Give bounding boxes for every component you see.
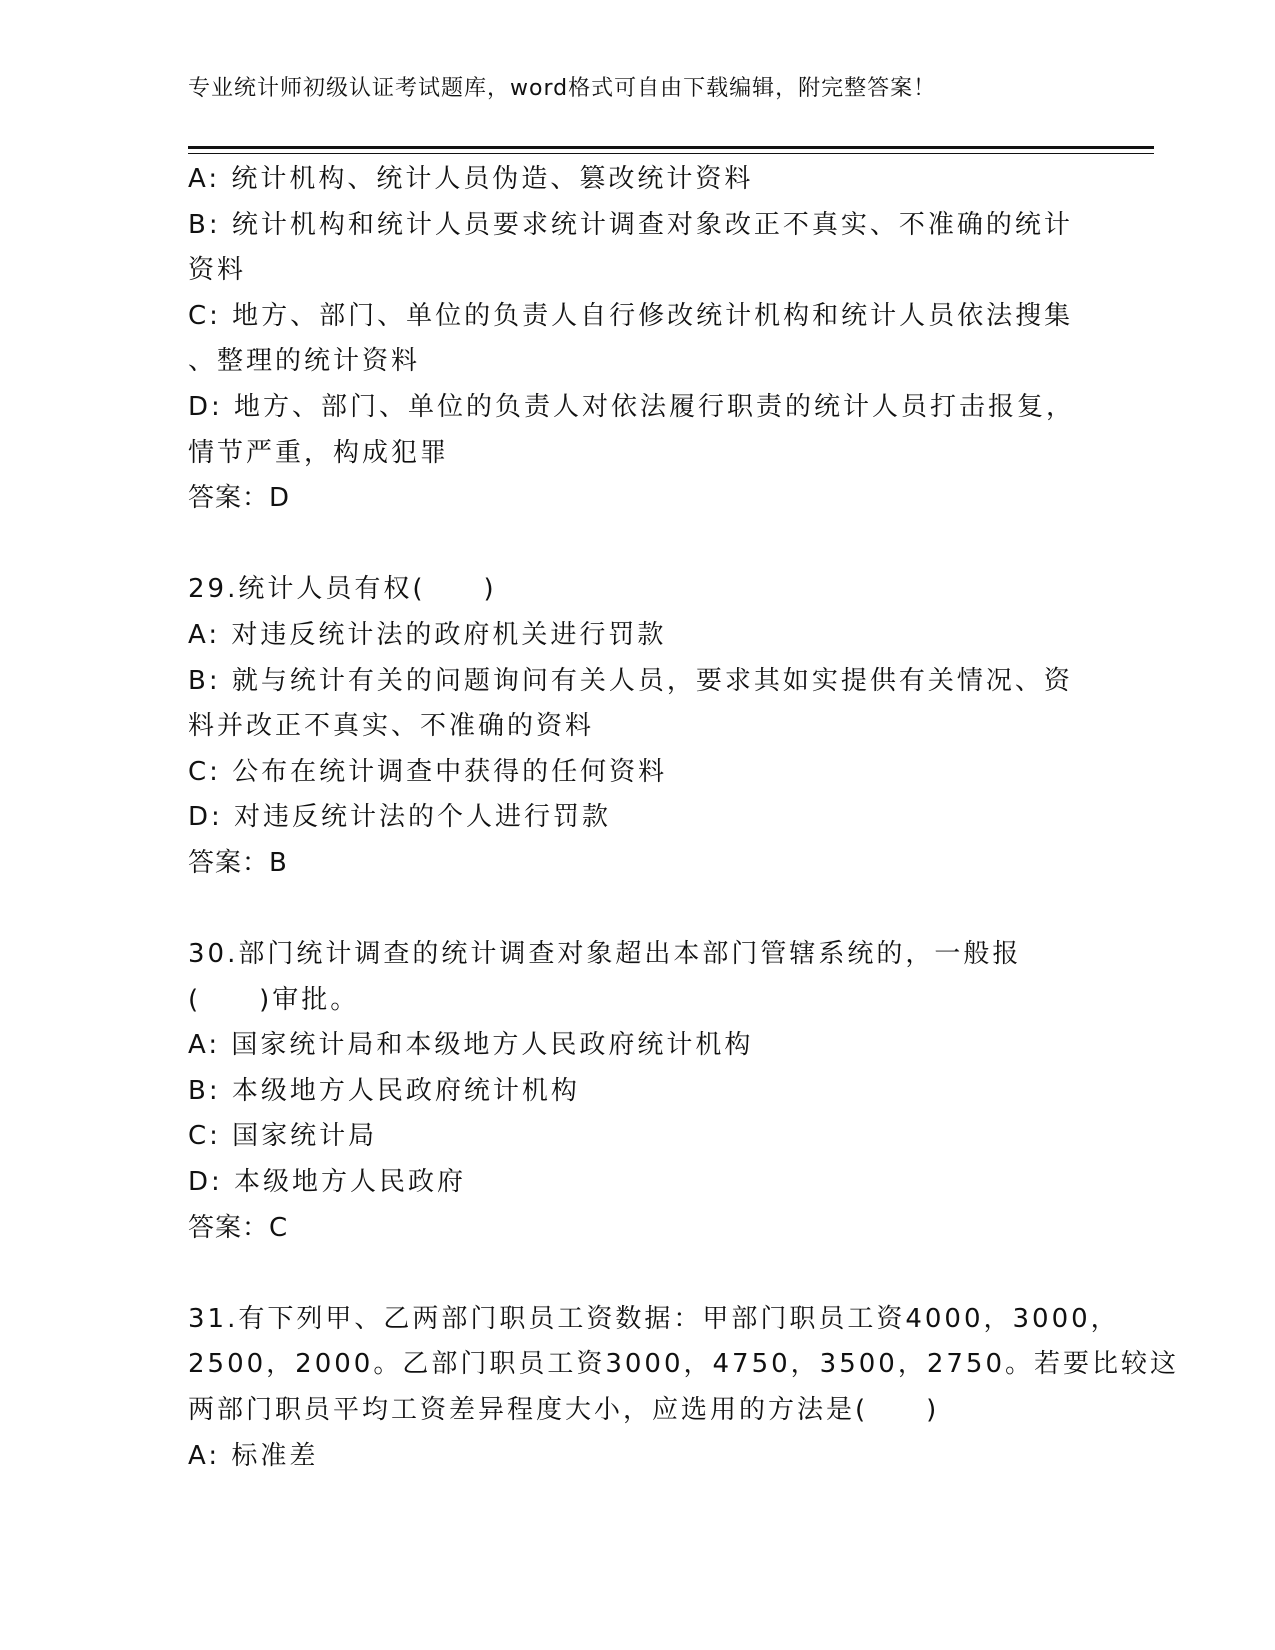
q31-option-a: A: 标准差: [188, 1440, 319, 1471]
q29-option-d: D: 对违反统计法的个人进行罚款: [188, 802, 612, 833]
q29-answer: 答案：B: [188, 847, 288, 878]
q31-stem-cont: 2500，2000。乙部门职员工资3000，4750，3500，2750。若要比较这: [188, 1349, 1180, 1380]
header-rule-thin: [188, 153, 1154, 154]
header-rule: [188, 146, 1154, 149]
q29-stem: 29.统计人员有权( ): [188, 574, 497, 605]
q30-option-a: A: 国家统计局和本级地方人民政府统计机构: [188, 1030, 754, 1061]
question-list: [188, 157, 1180, 1479]
q31-stem-cont-2: 两部门职员平均工资差异程度大小，应选用的方法是( ): [188, 1395, 940, 1426]
q31-stem: 31.有下列甲、乙两部门职员工资数据：甲部门职员工资4000，3000，: [188, 1303, 1120, 1334]
q28-option-d: D: 地方、部门、单位的负责人对依法履行职责的统计人员打击报复，: [188, 391, 1076, 422]
q28-answer: 答案：D: [188, 483, 291, 514]
spacer: [188, 522, 1088, 568]
q30-option-d: D: 本级地方人民政府: [188, 1167, 467, 1198]
q30-answer: 答案：C: [188, 1212, 289, 1243]
q29-option-a: A: 对违反统计法的政府机关进行罚款: [188, 619, 667, 650]
q28-option-b: B: 统计机构和统计人员要求统计调查对象改正不真实、不准确的统计: [188, 209, 1073, 240]
q30-option-c: C: 国家统计局: [188, 1121, 378, 1152]
q28-option-b-cont: 资料: [188, 255, 247, 286]
q30-stem: 30.部门统计调查的统计调查对象超出本部门管辖系统的，一般报: [188, 939, 1022, 970]
q29-option-b-cont: 料并改正不真实、不准确的资料: [188, 711, 595, 742]
page-header: 专业统计师初级认证考试题库，word格式可自由下载编辑，附完整答案！: [188, 76, 937, 101]
q30-stem-cont: ( )审批。: [188, 984, 360, 1015]
q28-option-c: C: 地方、部门、单位的负责人自行修改统计机构和统计人员依法搜集: [188, 300, 1074, 331]
spacer: [188, 887, 1088, 933]
q29-option-b: B: 就与统计有关的问题询问有关人员，要求其如实提供有关情况、资: [188, 665, 1073, 696]
q28-option-c-cont: 、整理的统计资料: [188, 346, 421, 377]
spacer: [188, 1251, 1088, 1297]
q29-option-c: C: 公布在统计调查中获得的任何资料: [188, 756, 668, 787]
q30-option-b: B: 本级地方人民政府统计机构: [188, 1075, 580, 1106]
q28-option-d-cont: 情节严重，构成犯罪: [188, 437, 450, 468]
q28-option-a: A: 统计机构、统计人员伪造、篡改统计资料: [188, 164, 754, 194]
